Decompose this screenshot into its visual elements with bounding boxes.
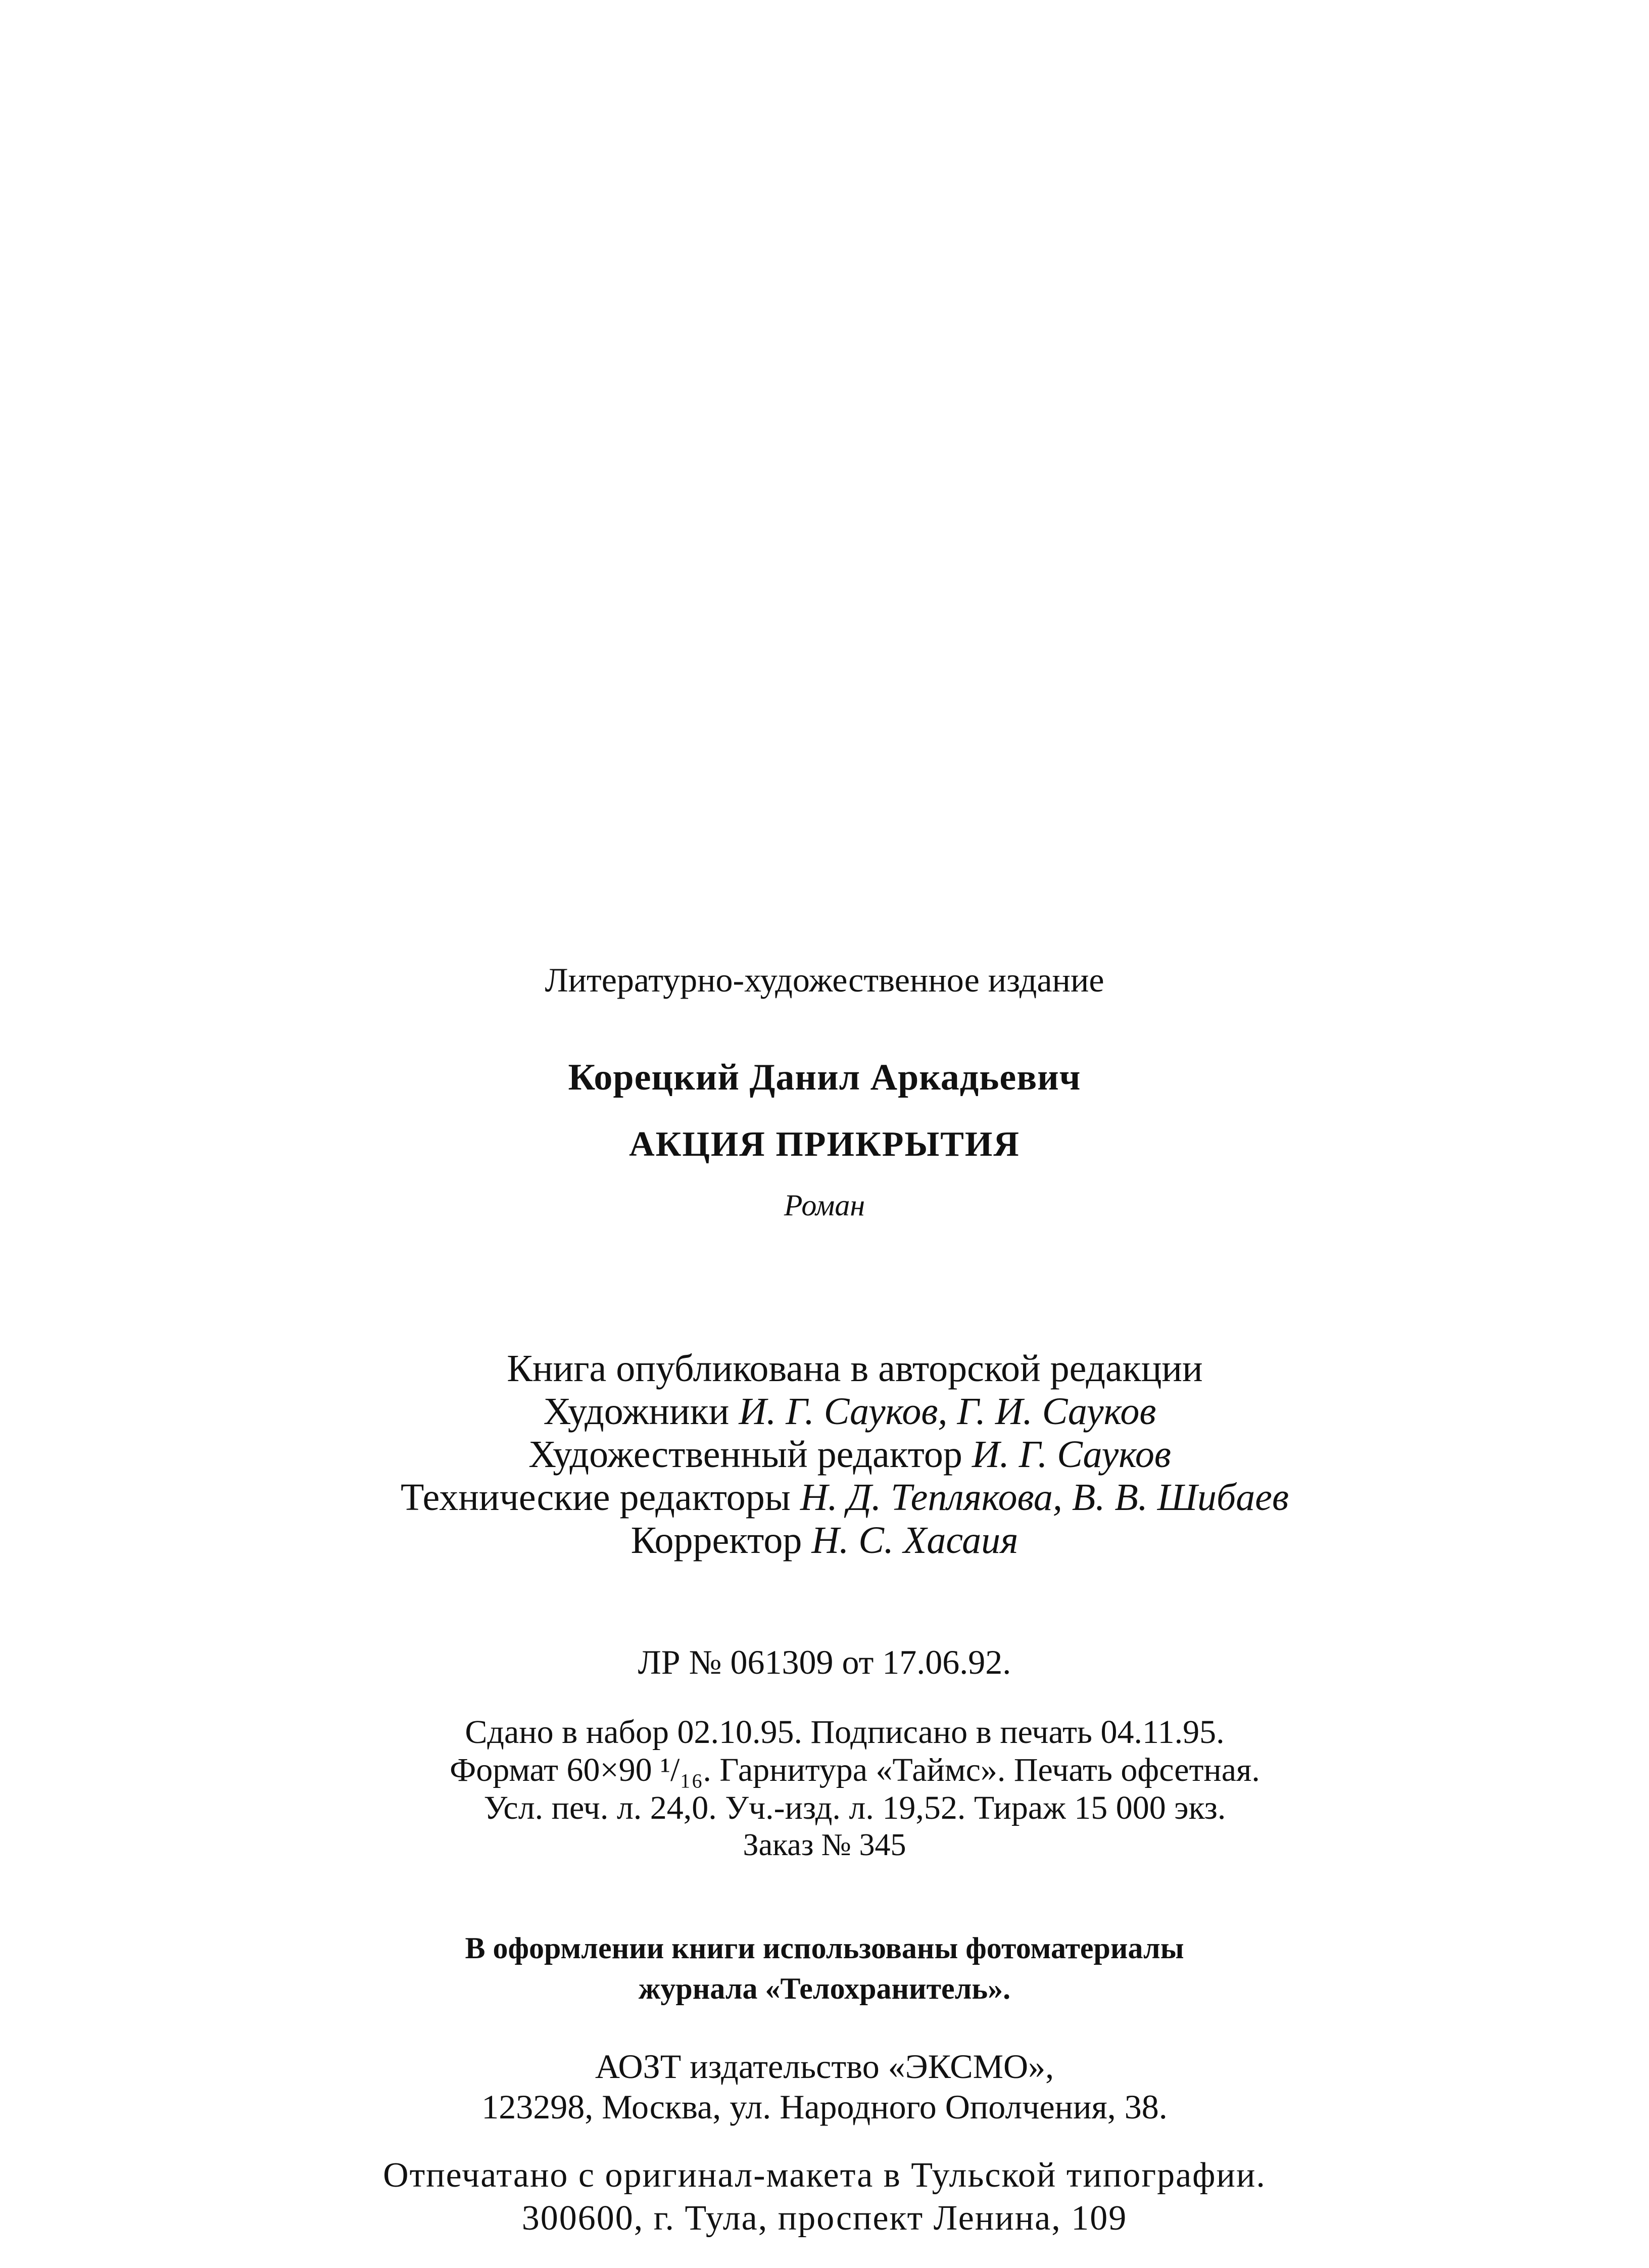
imprint-dates: Сдано в набор 02.10.95. Подписано в печать 04.11.95. — [465, 1714, 1225, 1751]
book-genre: Роман — [784, 1189, 865, 1222]
photo-note-line-2: журнала «Телохранитель». — [638, 1972, 1011, 2005]
artists-credit — [0, 1392, 1649, 1431]
tech-editors-names: Н. Д. Теплякова, В. В. Шибаев — [800, 1476, 1289, 1519]
imprint-print-run: Усл. печ. л. 24,0. Уч.-изд. л. 19,52. Тираж 15 000 экз. — [483, 1789, 1226, 1826]
artists-names: И. Г. Сауков, Г. И. Сауков — [739, 1390, 1156, 1433]
author-name: Корецкий Данил Аркадьевич — [568, 1057, 1081, 1098]
genre-header: Литературно-художественное издание — [545, 961, 1104, 999]
publisher-address: 123298, Москва, ул. Народного Ополчения, 38. — [481, 2088, 1168, 2126]
license-number: ЛР № 061309 от 17.06.92. — [638, 1643, 1011, 1681]
proofreader-label: Корректор — [630, 1519, 802, 1562]
printer-name: Отпечатано с оригинал-макета в Тульской типографии. — [383, 2156, 1266, 2195]
imprint-order: Заказ № 345 — [743, 1828, 906, 1862]
edition-note: Книга опубликована в авторской редакции — [507, 1347, 1203, 1390]
tech-editors-label: Технические редакторы — [401, 1476, 791, 1519]
book-title: АКЦИЯ ПРИКРЫТИЯ — [629, 1125, 1020, 1164]
artists-label: Художники — [543, 1390, 730, 1433]
printer-address: 300600, г. Тула, проспект Ленина, 109 — [521, 2199, 1128, 2238]
art-editor-label: Художественный редактор — [528, 1433, 962, 1476]
photo-note-line-1: В оформлении книги использованы фотоматериалы — [465, 1931, 1184, 1965]
art-editor-credit — [0, 1435, 1649, 1474]
tech-editors-credit — [0, 1478, 1649, 1517]
proofreader-name: Н. С. Хасаия — [811, 1519, 1019, 1562]
proofreader-credit — [0, 1521, 1649, 1560]
imprint-format: Формат 60×90 ¹/₁₆. Гарнитура «Таймс». Печать офсетная. — [450, 1752, 1260, 1788]
art-editor-name: И. Г. Сауков — [972, 1433, 1171, 1476]
publisher-name: АОЗТ издательство «ЭКСМО», — [595, 2047, 1054, 2086]
